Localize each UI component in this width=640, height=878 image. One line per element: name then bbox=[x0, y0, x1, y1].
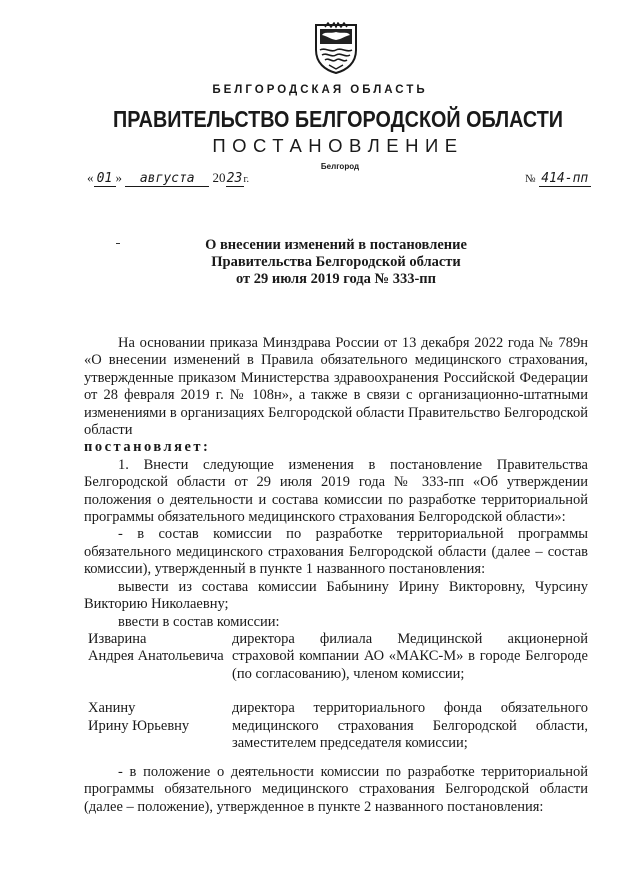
subject-line-1: О внесении изменений в постановление bbox=[205, 237, 467, 253]
date-year-suffix: г. bbox=[243, 174, 249, 185]
region-label: БЕЛГОРОДСКАЯ ОБЛАСТЬ bbox=[212, 84, 428, 96]
member-description: директора территориального фонда обязательного медицинского страхования Белгородской области, заместителем председателя комиссии; bbox=[232, 700, 588, 752]
document-subject bbox=[0, 237, 640, 288]
member-surname: Изварина bbox=[88, 631, 147, 647]
members-list bbox=[88, 631, 588, 752]
coat-of-arms-icon bbox=[311, 22, 361, 74]
member-description: директора филиала Медицинской акционерной страховой компании АО «МАКС-М» в городе Белгороде (по согласованию), членом комиссии; bbox=[232, 631, 588, 682]
date-open-quote: « bbox=[87, 170, 94, 185]
document-type: ПОСТАНОВЛЕНИЕ bbox=[212, 135, 464, 156]
government-title: ПРАВИТЕЛЬСТВО БЕЛГОРОДСКОЙ ОБЛАСТИ bbox=[113, 106, 563, 132]
document-tail bbox=[84, 764, 588, 816]
add-members-paragraph: ввести в состав комиссии: bbox=[118, 613, 280, 630]
member-row bbox=[88, 700, 588, 752]
basis-paragraph: На основании приказа Минздрава России от 13 декабря 2022 года № 789н «О внесении изменений в Правила обязательного медицинского страхования, утвержденные приказом Министерства здравоохранения Российской Федерации от 28 февраля 2019 г. № 108н», а также в связи с организационно-штатными изменениями в организациях Белгородской области Правительство Белгородской области bbox=[84, 335, 588, 439]
number-prefix: № bbox=[525, 173, 536, 185]
subject-line-3: от 29 июля 2019 года № 333-пп bbox=[236, 271, 436, 287]
item-1-paragraph: 1. Внести следующие изменения в постановление Правительства Белгородской области от 29 июля 2019 года № 333-пп «Об утверждении положения о деятельности и состава комиссии по разработке территориальной программы обязательного медицинского страхования Белгородской области»: bbox=[84, 456, 588, 526]
document-body bbox=[84, 335, 588, 631]
bullet-2-paragraph: - в положение о деятельности комиссии по разработке территориальной программы обязательного медицинского страхования Белгородской области (далее – положение), утвержденное в пункте 2 названного постановления: bbox=[84, 764, 588, 815]
document-date bbox=[87, 170, 249, 187]
date-close-quote: » bbox=[115, 170, 122, 185]
member-name bbox=[88, 700, 232, 752]
resolves-word: постановляет: bbox=[84, 439, 211, 456]
member-surname: Ханину bbox=[88, 700, 136, 717]
date-day: 01 bbox=[94, 172, 116, 187]
date-month: августа bbox=[125, 172, 209, 187]
member-name bbox=[88, 631, 232, 683]
subject-line-2: Правительства Белгородской области bbox=[211, 254, 461, 270]
number-value: 414-пп bbox=[539, 172, 591, 187]
date-year: 23 bbox=[226, 171, 243, 186]
bullet-1-paragraph: - в состав комиссии по разработке территориальной программы обязательного медицинского страхования Белгородской области (далее – состав комиссии), утвержденный в пункте 1 названного постановления: bbox=[84, 526, 588, 578]
member-given-names: Ирину Юрьевну bbox=[88, 717, 190, 734]
date-year-prefix: 20 bbox=[212, 170, 226, 185]
city-label: Белгород bbox=[320, 162, 360, 171]
member-given-names: Андрея Анатольевича bbox=[88, 648, 224, 665]
document-number bbox=[525, 170, 591, 187]
member-row bbox=[88, 631, 588, 683]
remove-members-paragraph: вывести из состава комиссии Бабынину Ирину Викторовну, Чурсину Викторию Николаевну; bbox=[84, 578, 588, 613]
